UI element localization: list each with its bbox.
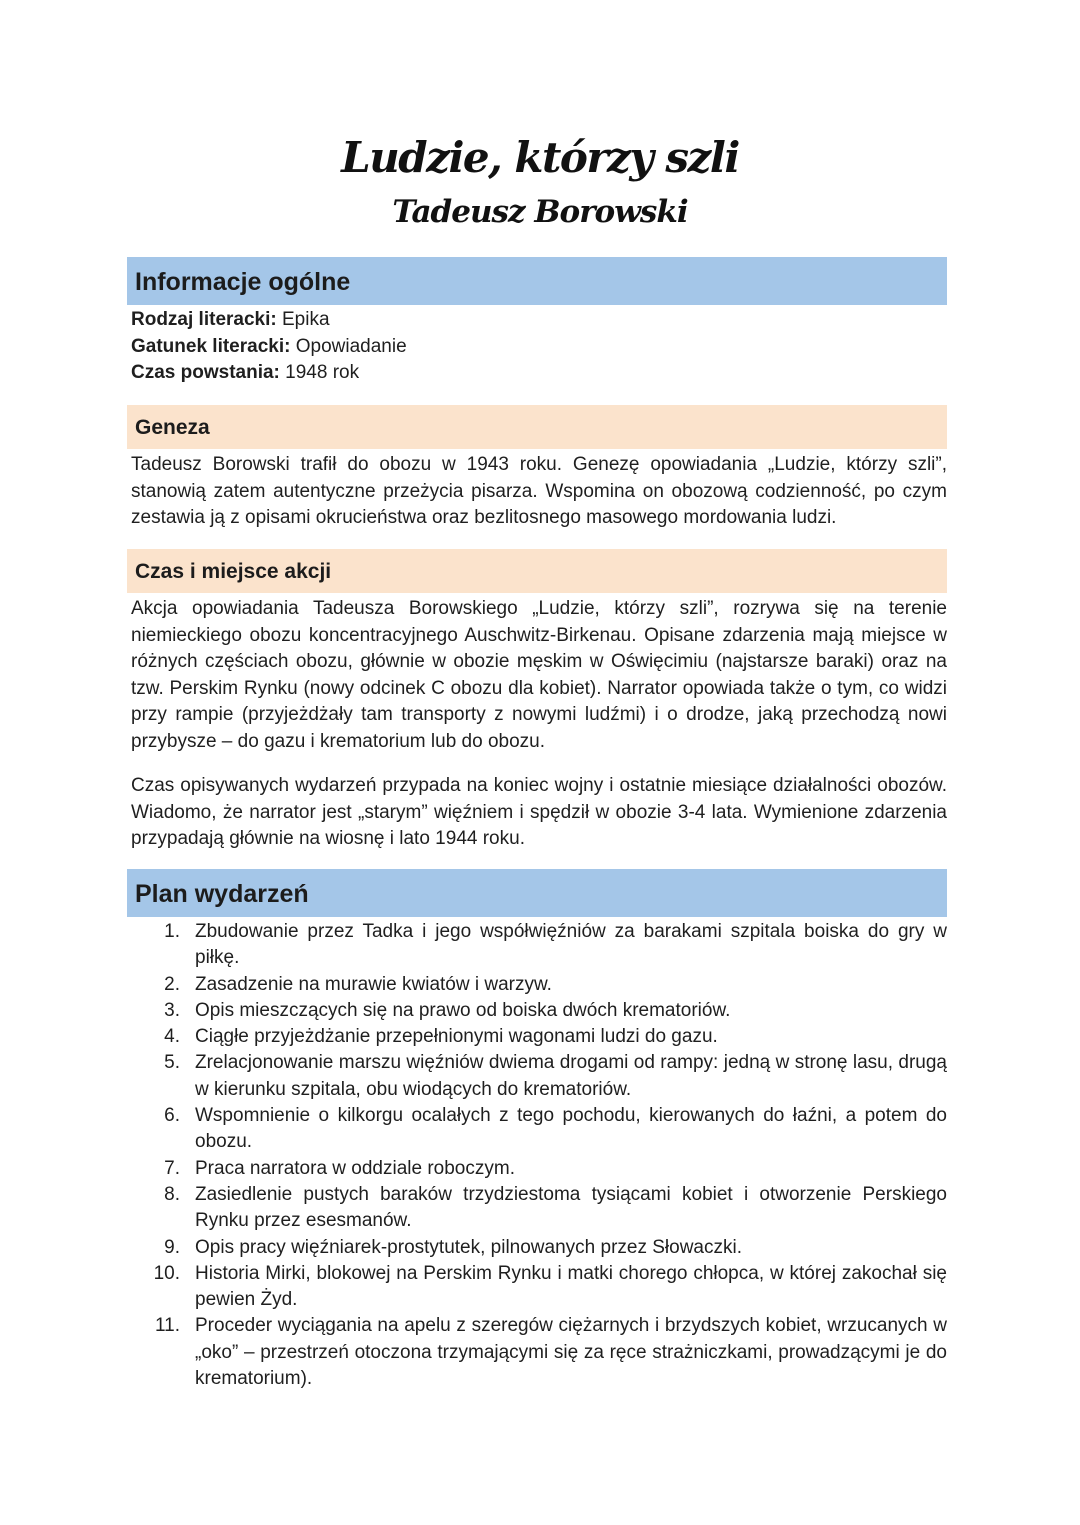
list-item <box>127 1103 947 1156</box>
list-item <box>127 1024 947 1050</box>
list-item <box>127 1313 947 1392</box>
title-block <box>0 132 1080 234</box>
info-row-date <box>127 360 947 387</box>
list-text: Proceder wyciągania na apelu z szeregów ciężarnych i brzydszych kobiet, wrzucanych w „oko” – przestrzeń otoczona trzymającymi się za ręce strażniczkami, prowadzącymi je do krematorium). <box>195 1315 947 1390</box>
list-number: 9. <box>164 1236 180 1258</box>
list-number: 10. <box>153 1262 180 1284</box>
info-row-genre-type <box>127 307 947 334</box>
list-number: 4. <box>164 1026 180 1048</box>
list-text: Zasadzenie na murawie kwiatów i warzyw. <box>195 973 552 995</box>
section-czas <box>127 549 947 853</box>
list-number: 6. <box>164 1105 180 1127</box>
section-geneza <box>127 405 947 532</box>
info-value: 1948 rok <box>285 362 360 383</box>
czas-paragraph-2: Czas opisywanych wydarzeń przypada na koniec wojny i ostatnie miesiące działalności obozów. Wiadomo, że narrator jest „starym” więźniem i spędził w obozie 3-4 lata. Wymienione zdarzenia przypadają głównie na wiosnę i lato 1944 roku. <box>131 775 947 849</box>
list-item <box>127 1156 947 1182</box>
section-info <box>127 257 947 387</box>
list-number: 1. <box>164 921 180 942</box>
section-heading-geneza: Geneza <box>127 405 947 449</box>
list-item <box>127 1050 947 1103</box>
info-list <box>127 307 947 387</box>
info-value: Opowiadanie <box>295 335 407 357</box>
info-label: Czas powstania: <box>131 362 280 383</box>
section-plan <box>127 869 947 1392</box>
list-item <box>127 919 947 972</box>
list-item <box>127 1261 947 1314</box>
list-item <box>127 1235 947 1261</box>
list-number: 11. <box>154 1315 180 1337</box>
list-text: Opis pracy więźniarek-prostytutek, pilnowanych przez Słowaczki. <box>195 1236 742 1258</box>
plan-list <box>127 919 947 1392</box>
list-text: Zrelacjonowanie marszu więźniów dwiema drogami od rampy: jedną w stronę lasu, drugą w kierunku szpitala, obu wiodących do krematoriów. <box>195 1052 947 1100</box>
list-text: Ciągłe przyjeżdżanie przepełnionymi wagonami ludzi do gazu. <box>195 1026 718 1048</box>
info-row-genre <box>127 334 947 361</box>
list-number: 2. <box>164 973 180 995</box>
czas-paragraph-1: Akcja opowiadania Tadeusza Borowskiego „Ludzie, którzy szli”, rozrywa się na terenie niemieckiego obozu koncentracyjnego Auschwitz-Birkenau. Opisane zdarzenia mają miejsce w różnych częściach obozu, głównie w obozie męskim w Oświęcimiu (najstarsze baraki) oraz na tzw. Perskim Rynku (nowy odcinek C obozu dla kobiet). Narrator opowiada także o tym, co widzi przy rampie (przyjeżdżały tam transporty z nowymi ludźmi) i o drodze, jaką przechodzą nowi przybysze – do gazu i krematorium lub do obozu. <box>131 598 947 752</box>
list-text: Wspomnienie o kilkorgu ocalałych z tego pochodu, kierowanych do łaźni, a potem do obozu. <box>195 1105 947 1153</box>
info-value: Epika <box>282 309 330 330</box>
list-number: 8. <box>164 1183 180 1205</box>
list-item <box>127 972 947 998</box>
list-item <box>127 998 947 1024</box>
info-label: Gatunek literacki: <box>131 335 291 357</box>
list-text: Zasiedlenie pustych baraków trzydziestoma tysiącami kobiet i otworzenie Perskiego Rynku przez esesmanów. <box>195 1183 947 1232</box>
list-item <box>127 1182 947 1235</box>
section-heading-plan: Plan wydarzeń <box>127 869 947 917</box>
list-number: 7. <box>164 1157 180 1179</box>
list-text: Historia Mirki, blokowej na Perskim Rynku i matki chorego chłopca, w której zakochał się pewien Żyd. <box>195 1262 947 1311</box>
list-text: Praca narratora w oddziale roboczym. <box>195 1157 515 1179</box>
info-label: Rodzaj literacki: <box>131 309 277 330</box>
section-heading-info: Informacje ogólne <box>127 257 947 305</box>
geneza-text: Tadeusz Borowski trafił do obozu w 1943 roku. Genezę opowiadania „Ludzie, którzy szli”, stanowią zatem autentyczne przeżycia pisarza. Wspomina on obozową codzienność, po czym zestawia ją z opisami okrucieństwa oraz bezlitosnego masowego mordowania ludzi. <box>131 454 947 528</box>
list-text: Zbudowanie przez Tadka i jego współwięźniów za barakami szpitala boiska do gry w piłkę. <box>195 921 947 969</box>
page-title: Ludzie, którzy szli <box>341 133 739 182</box>
list-number: 3. <box>164 999 180 1021</box>
list-text: Opis mieszczących się na prawo od boiska dwóch krematoriów. <box>195 999 731 1021</box>
list-number: 5. <box>164 1052 180 1074</box>
section-heading-czas: Czas i miejsce akcji <box>127 549 947 593</box>
author-name: Tadeusz Borowski <box>392 194 688 230</box>
